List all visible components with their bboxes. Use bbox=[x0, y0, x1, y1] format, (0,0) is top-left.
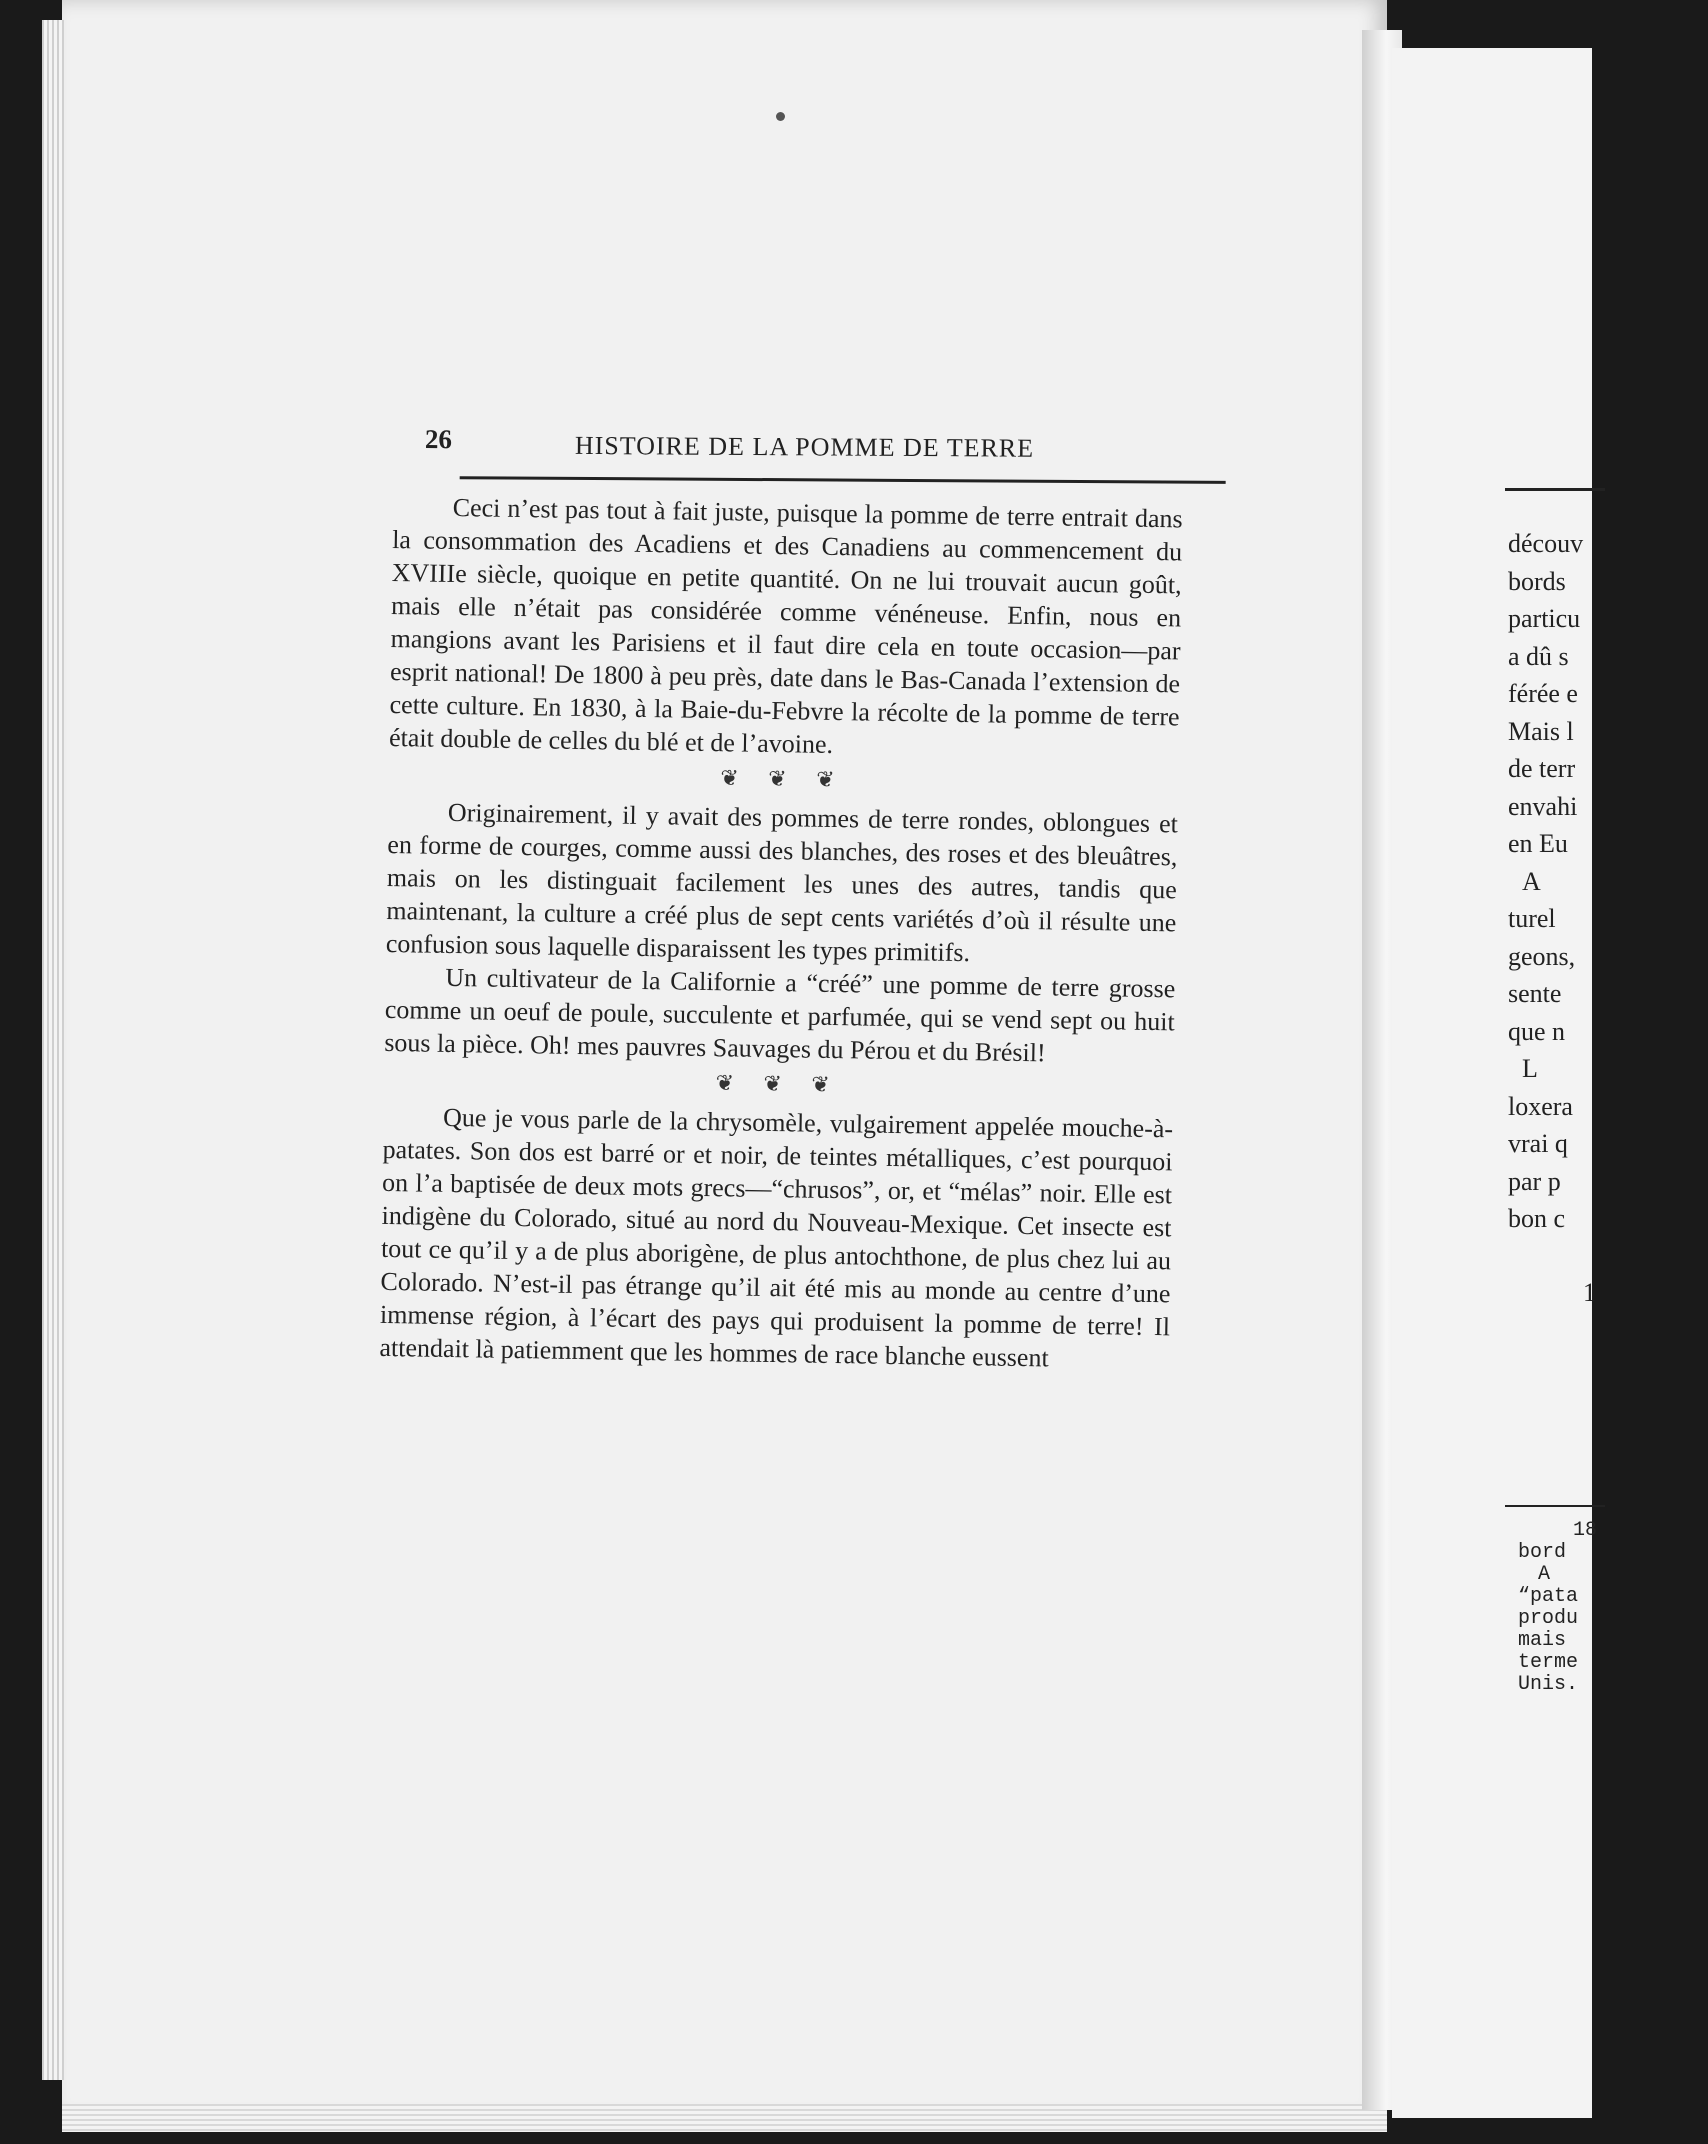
right-line: a dû s bbox=[1508, 641, 1569, 671]
footnote-line: terme bbox=[1518, 1651, 1579, 1674]
right-footnotes bbox=[1518, 1520, 1618, 1696]
right-line: bords bbox=[1508, 566, 1566, 596]
paragraph-1: Ceci n’est pas tout à fait juste, puisque la pomme de terre entrait dans la consommation des Acadiens et des Canadiens au commencement du XVIIIe siècle, quoique en petite quantité. On ne lui trouvait aucun goût, mais elle n’était pas considérée comme vénéneuse. Enfin, nous en mangions avant les Parisiens et il faut dire cela en toute occasion—par esprit national! De 1800 à peu près, date dans le Bas-Canada l’extension de cette culture. En 1830, à la Baie-du-Febvre la récolte de la pomme de terre était double de celles du blé et de l’avoine. bbox=[388, 492, 1183, 759]
page-header bbox=[425, 424, 1200, 477]
main-text bbox=[379, 490, 1183, 1376]
right-line: turel bbox=[1508, 904, 1556, 933]
paragraph-3: Un cultivateur de la Californie a “créé” une pomme de terre grosse comme un oeuf de poule, succulente et parfumée, qui se vend sept ou huit sous la pièce. Oh! mes pauvres Sauvages du Pérou et du Brésil! bbox=[384, 962, 1176, 1068]
ink-speck bbox=[776, 112, 785, 121]
footnote-line: mais bbox=[1518, 1629, 1567, 1652]
section-ornament: ❦ ❦ ❦ bbox=[720, 765, 847, 793]
right-line: L bbox=[1522, 1054, 1538, 1083]
footnote-line: “pata bbox=[1518, 1585, 1579, 1608]
right-page-number-fragment: 1 bbox=[1583, 1278, 1596, 1307]
right-header-rule bbox=[1505, 488, 1605, 491]
footnote-line: bord bbox=[1518, 1541, 1567, 1564]
page-number: 26 bbox=[424, 424, 452, 455]
paragraph-4: Que je vous parle de la chrysomèle, vulgairement appelée mouche-à-patates. Son dos est barré or et noir, de teintes métalliques, c’est pourquoi on l’a baptisée de deux mots grecs—“chrusos”, or, et “mélas” noir. Elle est indigène du Colorado, situé au nord du Nouveau-Mexique. Cet insecte est tout ce qu’il y a de plus aborigène, de plus antochthone, de plus chez lui au Colorado. N’est-il pas étrange qu’il ait été mis au monde au centre d’une immense région, à l’écart des pays qui produisent la pomme de terre! Il attendait là patiemment que les hommes de race blanche eussent bbox=[379, 1102, 1174, 1373]
footnote-line: A bbox=[1538, 1563, 1551, 1586]
right-line: sente bbox=[1508, 979, 1562, 1008]
right-line: envahi bbox=[1508, 791, 1578, 821]
paragraph-2: Originairement, il y avait des pommes de terre rondes, oblongues et en forme de courges, comme aussi des blanches, des roses et des bleuâtres, mais on les distinguait facilement les unes des autres, tandis que maintenant, la culture a créé plus de sept cents variétés d’où il résulte une confusion sous laquelle disparaissent les types primitifs. bbox=[385, 797, 1179, 968]
running-title: HISTOIRE DE LA POMME DE TERRE bbox=[574, 430, 1035, 463]
footnote-line: Unis. bbox=[1518, 1673, 1579, 1696]
footnote-line: 18 bbox=[1573, 1519, 1598, 1542]
right-line: loxera bbox=[1508, 1091, 1573, 1121]
right-line: vrai q bbox=[1508, 1129, 1568, 1158]
right-line: que n bbox=[1508, 1016, 1566, 1046]
right-line: découv bbox=[1508, 529, 1584, 558]
right-line: geons, bbox=[1508, 941, 1576, 971]
right-line: A bbox=[1522, 866, 1541, 896]
right-line: férée e bbox=[1508, 679, 1578, 708]
right-line: de terr bbox=[1508, 754, 1576, 783]
right-line: par p bbox=[1508, 1166, 1561, 1196]
footnote-rule bbox=[1505, 1505, 1605, 1507]
section-ornament: ❦ ❦ ❦ bbox=[715, 1070, 843, 1098]
right-line: bon c bbox=[1508, 1204, 1566, 1233]
right-page-text bbox=[1508, 525, 1708, 1238]
right-line: Mais l bbox=[1508, 716, 1574, 746]
footnote-line: produ bbox=[1518, 1607, 1579, 1630]
right-line: en Eu bbox=[1508, 829, 1568, 858]
page-edges bbox=[62, 2104, 1387, 2132]
right-line: particu bbox=[1508, 604, 1581, 633]
